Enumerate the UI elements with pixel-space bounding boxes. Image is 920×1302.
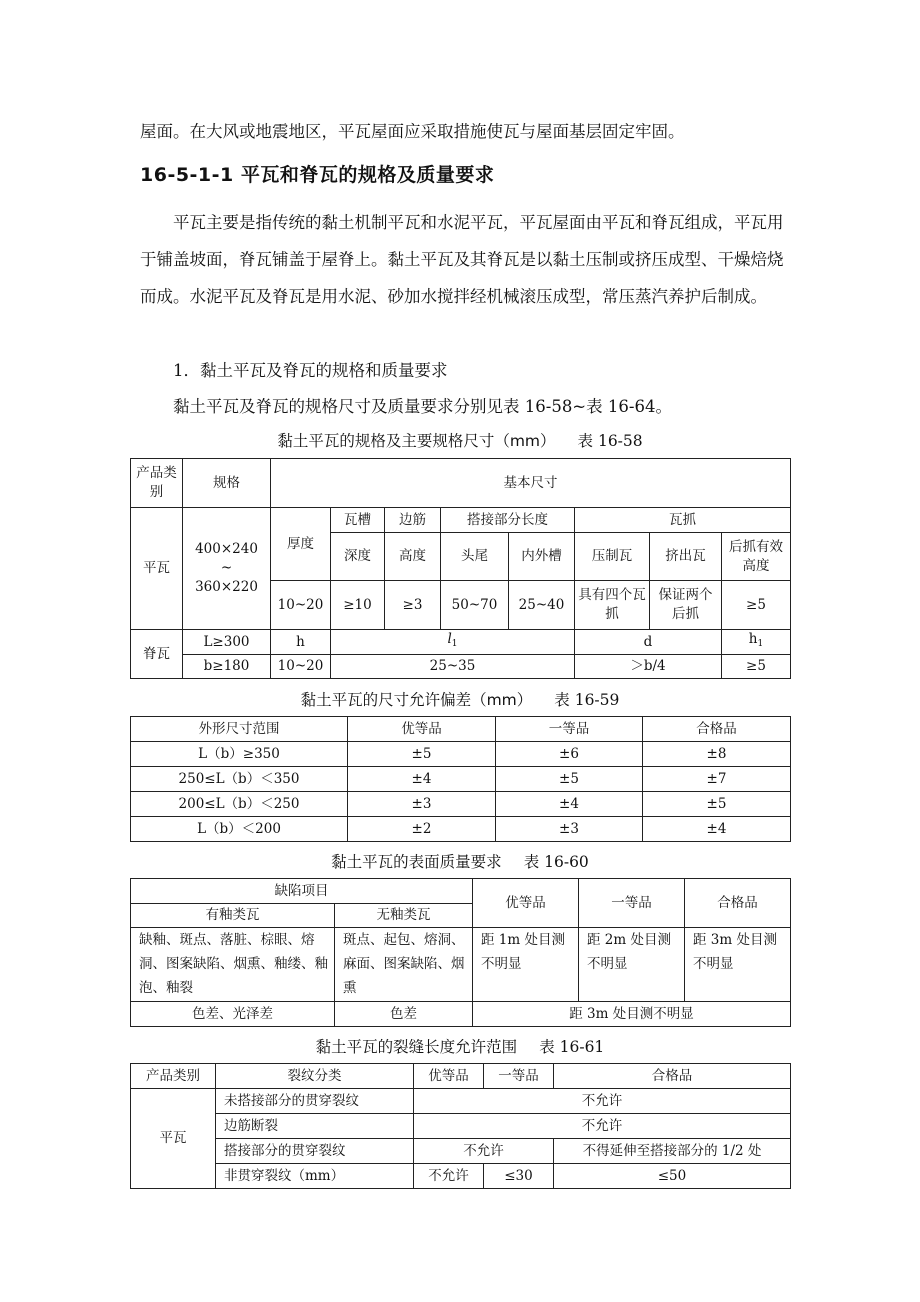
table-59-title: 黏土平瓦的尺寸允许偏差（mm） bbox=[300, 691, 533, 709]
crack-type: 未搭接部分的贯穿裂纹 bbox=[216, 1089, 414, 1114]
header-defect-items: 缺陷项目 bbox=[131, 879, 473, 904]
header-head-tail: 头尾 bbox=[441, 533, 509, 581]
flat-spec-max: 400×240 bbox=[195, 541, 258, 557]
crack-type: 搭接部分的贯穿裂纹 bbox=[216, 1139, 414, 1164]
crack-type: 边筋断裂 bbox=[216, 1114, 414, 1139]
ridge-header-l1: $l_1$ bbox=[331, 630, 575, 655]
qualified-tolerance: ±5 bbox=[643, 792, 791, 817]
header-crack-type: 裂纹分类 bbox=[216, 1064, 414, 1089]
table-61-title: 黏土平瓦的裂缝长度允许范围 bbox=[315, 1038, 518, 1056]
header-rib: 边筋 bbox=[385, 508, 441, 533]
glazed-defects: 缺釉、斑点、落脏、棕眼、熔洞、图案缺陷、烟熏、釉缕、釉泡、釉裂 bbox=[131, 928, 335, 1002]
color-requirement: 距 3m 处目测不明显 bbox=[473, 1002, 791, 1027]
flat-thickness: 10~20 bbox=[271, 581, 331, 630]
table-60-caption bbox=[130, 850, 790, 872]
section-heading: 16-5-1-1 平瓦和脊瓦的规格及质量要求 bbox=[140, 164, 495, 186]
header-overlap: 搭接部分长度 bbox=[441, 508, 575, 533]
ridge-spec-length: L≥300 bbox=[183, 630, 271, 655]
header-qualified: 合格品 bbox=[554, 1064, 791, 1089]
excellent-tolerance: ±2 bbox=[348, 817, 496, 842]
size-range: L（b）＜200 bbox=[131, 817, 348, 842]
excellent-requirement: 距 1m 处目测不明显 bbox=[473, 928, 579, 1002]
qualified-tolerance: ±4 bbox=[643, 817, 791, 842]
size-range: 200≤L（b）＜250 bbox=[131, 792, 348, 817]
header-qualified: 合格品 bbox=[685, 879, 791, 928]
table-row bbox=[131, 1164, 791, 1189]
flat-height: ≥3 bbox=[385, 581, 441, 630]
header-claw: 瓦抓 bbox=[575, 508, 791, 533]
crack-first: ≤30 bbox=[484, 1164, 554, 1189]
flat-inner-outer: 25~40 bbox=[509, 581, 575, 630]
ridge-tile-label: 脊瓦 bbox=[131, 630, 183, 679]
crack-allowance-qualified: 不得延伸至搭接部分的 1/2 处 bbox=[554, 1139, 791, 1164]
table-60 bbox=[130, 878, 791, 1027]
ridge-header-h1: $h_1$ bbox=[722, 630, 791, 655]
size-range: L（b）≥350 bbox=[131, 742, 348, 767]
qualified-requirement: 距 3m 处目测不明显 bbox=[685, 928, 791, 1002]
header-thickness: 厚度 bbox=[271, 508, 331, 581]
flat-spec-sep: ~ bbox=[220, 560, 233, 576]
first-requirement: 距 2m 处目测不明显 bbox=[579, 928, 685, 1002]
header-extruded: 挤出瓦 bbox=[650, 533, 722, 581]
category-flat-tile: 平瓦 bbox=[131, 1089, 216, 1189]
table-59-number: 表 16-59 bbox=[554, 691, 620, 709]
header-pressed: 压制瓦 bbox=[575, 533, 650, 581]
excellent-tolerance: ±5 bbox=[348, 742, 496, 767]
table-59 bbox=[130, 716, 791, 842]
flat-spec-min: 360×220 bbox=[195, 579, 258, 595]
body-paragraph: 平瓦主要是指传统的黏土机制平瓦和水泥平瓦，平瓦屋面由平瓦和脊瓦组成，平瓦用于铺盖坡面，脊瓦铺盖于屋脊上。黏土平瓦及其脊瓦是以黏土压制或挤压成型、干燥焙烧而成。水泥平瓦及脊瓦是用水泥、砂加水搅拌经机械滚压成型，常压蒸汽养护后制成。 bbox=[140, 213, 784, 306]
table-58-caption bbox=[130, 429, 790, 451]
flat-tile-spec bbox=[183, 508, 271, 630]
table-row bbox=[131, 1114, 791, 1139]
table-row bbox=[131, 742, 791, 767]
table-60-number: 表 16-60 bbox=[523, 853, 589, 871]
qualified-tolerance: ±7 bbox=[643, 767, 791, 792]
table-58-number: 表 16-58 bbox=[577, 432, 643, 450]
crack-allowance-top: 不允许 bbox=[414, 1139, 554, 1164]
table-60-title: 黏土平瓦的表面质量要求 bbox=[331, 853, 502, 871]
ridge-spec-width: b≥180 bbox=[183, 655, 271, 679]
crack-qualified: ≤50 bbox=[554, 1164, 791, 1189]
header-height: 高度 bbox=[385, 533, 441, 581]
first-tolerance: ±5 bbox=[496, 767, 643, 792]
table-row bbox=[131, 817, 791, 842]
header-excellent: 优等品 bbox=[473, 879, 579, 928]
header-inner-outer: 内外槽 bbox=[509, 533, 575, 581]
flat-tile-label: 平瓦 bbox=[131, 508, 183, 630]
header-groove: 瓦槽 bbox=[331, 508, 385, 533]
ridge-d-value: ＞b/4 bbox=[575, 655, 722, 679]
flat-extruded: 保证两个后抓 bbox=[650, 581, 722, 630]
size-range: 250≤L（b）＜350 bbox=[131, 767, 348, 792]
header-depth: 深度 bbox=[331, 533, 385, 581]
color-unglazed: 色差 bbox=[335, 1002, 473, 1027]
header-category: 产品类别 bbox=[131, 1064, 216, 1089]
flat-depth: ≥10 bbox=[331, 581, 385, 630]
table-59-header: 一等品 bbox=[496, 717, 643, 742]
table-61-number: 表 16-61 bbox=[539, 1038, 605, 1056]
flat-rear-claw: ≥5 bbox=[722, 581, 791, 630]
item-text: 黏土平瓦及脊瓦的规格尺寸及质量要求分别见表 16-58~表 16-64。 bbox=[173, 397, 672, 416]
crack-type: 非贯穿裂纹（mm） bbox=[216, 1164, 414, 1189]
crack-excellent: 不允许 bbox=[414, 1164, 484, 1189]
table-61-caption bbox=[130, 1035, 790, 1057]
table-row bbox=[131, 767, 791, 792]
table-59-header: 优等品 bbox=[348, 717, 496, 742]
ridge-header-d: d bbox=[575, 630, 722, 655]
table-59-header: 外形尺寸范围 bbox=[131, 717, 348, 742]
table-59-caption bbox=[130, 688, 790, 710]
header-spec: 规格 bbox=[183, 459, 271, 508]
header-category: 产品类别 bbox=[131, 459, 183, 508]
first-tolerance: ±3 bbox=[496, 817, 643, 842]
excellent-tolerance: ±4 bbox=[348, 767, 496, 792]
flat-head-tail: 50~70 bbox=[441, 581, 509, 630]
header-first: 一等品 bbox=[579, 879, 685, 928]
unglazed-defects: 斑点、起包、熔洞、麻面、图案缺陷、烟熏 bbox=[335, 928, 473, 1002]
table-row bbox=[131, 1089, 791, 1114]
item-heading: 1．黏土平瓦及脊瓦的规格和质量要求 bbox=[173, 361, 448, 380]
intro-paragraph: 屋面。在大风或地震地区，平瓦屋面应采取措施使瓦与屋面基层固定牢固。 bbox=[140, 122, 685, 141]
table-row bbox=[131, 792, 791, 817]
first-tolerance: ±4 bbox=[496, 792, 643, 817]
ridge-h1-value: ≥5 bbox=[722, 655, 791, 679]
table-row bbox=[131, 1139, 791, 1164]
first-tolerance: ±6 bbox=[496, 742, 643, 767]
table-59-header: 合格品 bbox=[643, 717, 791, 742]
qualified-tolerance: ±8 bbox=[643, 742, 791, 767]
header-first: 一等品 bbox=[484, 1064, 554, 1089]
flat-pressed: 具有四个瓦抓 bbox=[575, 581, 650, 630]
table-58 bbox=[130, 458, 791, 679]
ridge-header-h: h bbox=[271, 630, 331, 655]
header-rear-claw: 后抓有效高度 bbox=[722, 533, 791, 581]
crack-allowance: 不允许 bbox=[414, 1114, 791, 1139]
table-61 bbox=[130, 1063, 791, 1189]
header-excellent: 优等品 bbox=[414, 1064, 484, 1089]
crack-allowance: 不允许 bbox=[414, 1089, 791, 1114]
color-glazed: 色差、光泽差 bbox=[131, 1002, 335, 1027]
ridge-l1-value: 25~35 bbox=[331, 655, 575, 679]
header-unglazed: 无釉类瓦 bbox=[335, 904, 473, 928]
ridge-h-value: 10~20 bbox=[271, 655, 331, 679]
header-glazed: 有釉类瓦 bbox=[131, 904, 335, 928]
header-basic-dimensions: 基本尺寸 bbox=[271, 459, 791, 508]
table-58-title: 黏土平瓦的规格及主要规格尺寸（mm） bbox=[277, 432, 556, 450]
excellent-tolerance: ±3 bbox=[348, 792, 496, 817]
